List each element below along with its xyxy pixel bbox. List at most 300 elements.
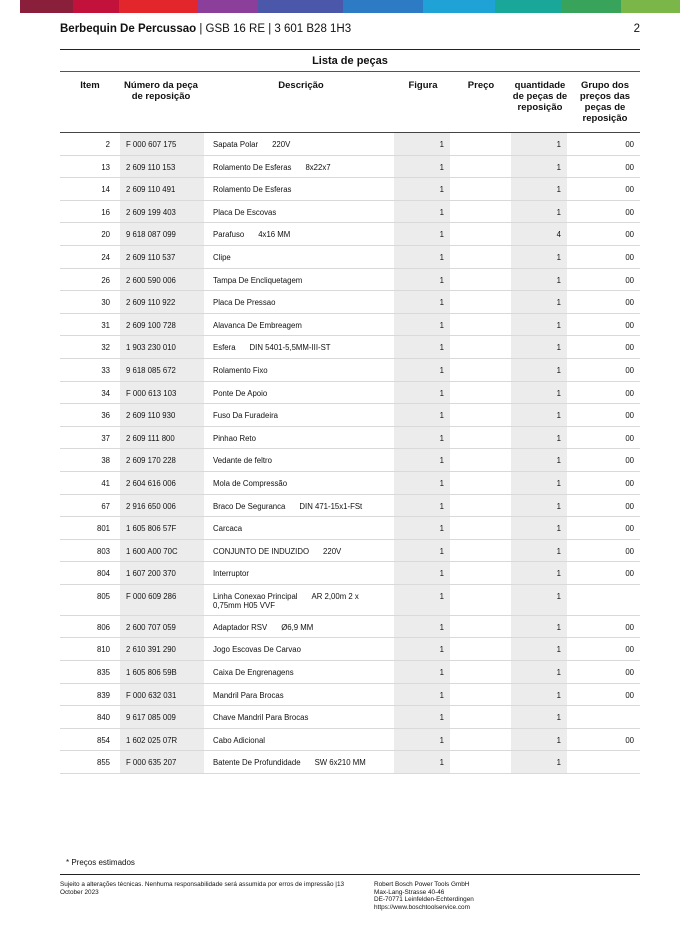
part-number: 2 600 590 006 <box>120 269 204 291</box>
price <box>453 382 508 404</box>
part-number: 1 600 A00 70C <box>120 540 204 562</box>
figure-number: 1 <box>394 201 450 223</box>
table-row <box>60 223 640 246</box>
part-description <box>207 427 395 449</box>
part-number: 2 609 110 922 <box>120 291 204 313</box>
title-separator: | <box>199 23 203 35</box>
company-name: Robert Bosch Power Tools GmbH <box>374 881 470 888</box>
quantity: 1 <box>511 540 567 562</box>
table-row <box>60 427 640 450</box>
company-city: DE-70771 Leinfelden-Echterdingen <box>374 896 474 904</box>
brand-color-bar <box>20 0 680 13</box>
model-name: GSB 16 RE <box>205 23 265 35</box>
price <box>453 449 508 471</box>
quantity: 1 <box>511 585 567 615</box>
parts-table-body <box>60 133 640 774</box>
quantity: 1 <box>511 661 567 683</box>
figure-number: 1 <box>394 562 450 584</box>
description-spec: DIN 471-15x1-FSt <box>299 501 363 511</box>
col-header-price-group: Grupo dos preços das peças de reposição <box>579 80 631 124</box>
col-header-quantity: quantidade de peças de reposição <box>512 80 568 113</box>
quantity: 1 <box>511 404 567 426</box>
item-number: 67 <box>101 501 110 511</box>
part-description <box>207 661 395 683</box>
quantity: 1 <box>511 291 567 313</box>
figure-number: 1 <box>394 382 450 404</box>
description-text: Interruptor <box>213 569 249 579</box>
price <box>453 495 508 517</box>
price-group: 00 <box>625 569 634 579</box>
description-text: Pinhao Reto <box>213 433 256 443</box>
part-number: 2 609 100 728 <box>120 314 204 336</box>
price-group: 00 <box>625 411 634 421</box>
table-row <box>60 178 640 201</box>
figure-number: 1 <box>394 291 450 313</box>
part-description <box>207 336 395 358</box>
part-description <box>207 223 395 245</box>
quantity: 1 <box>511 638 567 660</box>
quantity: 1 <box>511 133 567 155</box>
figure-number: 1 <box>394 616 450 638</box>
table-row <box>60 751 640 774</box>
description-text: Caixa De Engrenagens <box>213 668 294 678</box>
price-group: 00 <box>625 207 634 217</box>
item-number: 839 <box>96 690 110 700</box>
part-number: 2 609 110 153 <box>120 156 204 178</box>
price <box>453 336 508 358</box>
part-description <box>207 540 395 562</box>
figure-number: 1 <box>394 751 450 773</box>
part-description <box>207 359 395 381</box>
item-number: 20 <box>101 230 110 240</box>
price-group: 00 <box>625 140 634 149</box>
title-separator: | <box>268 23 272 35</box>
price-group: 00 <box>625 343 634 353</box>
item-number: 840 <box>96 713 110 723</box>
part-description <box>207 616 395 638</box>
title-divider <box>60 71 640 72</box>
price <box>453 638 508 660</box>
footer-disclaimer: Sujeito a alterações técnicas. Nenhuma responsabilidade será assumida por erros de impressão |13 October 2023 <box>60 881 345 896</box>
price <box>453 684 508 706</box>
figure-number: 1 <box>394 449 450 471</box>
price-group: 00 <box>625 690 634 700</box>
brand-color-segment <box>119 0 198 13</box>
description-spec: DIN 5401-5,5MM-III-ST <box>249 343 331 353</box>
description-text: Fuso Da Furadeira <box>213 411 279 421</box>
part-description <box>207 684 395 706</box>
price-group: 00 <box>625 388 634 398</box>
description-text: Rolamento De Esferas <box>213 185 292 195</box>
price-group: 00 <box>625 365 634 375</box>
price <box>453 616 508 638</box>
part-description <box>207 562 395 584</box>
price <box>453 201 508 223</box>
quantity: 1 <box>511 684 567 706</box>
part-description <box>207 291 395 313</box>
item-number: 34 <box>101 388 110 398</box>
table-row <box>60 661 640 684</box>
item-number: 803 <box>96 546 110 556</box>
figure-number: 1 <box>394 495 450 517</box>
quantity: 1 <box>511 729 567 751</box>
price-group <box>570 585 640 615</box>
price-group: 00 <box>625 524 634 534</box>
figure-number: 1 <box>394 178 450 200</box>
table-column-headers <box>60 80 640 130</box>
figure-number: 1 <box>394 684 450 706</box>
part-description <box>207 706 395 728</box>
quantity: 1 <box>511 706 567 728</box>
description-spec: 220V <box>272 140 291 149</box>
item-number: 31 <box>101 320 110 330</box>
figure-number: 1 <box>394 133 450 155</box>
description-text: Mandril Para Brocas <box>213 690 284 700</box>
price <box>453 427 508 449</box>
part-number: 2 609 111 800 <box>120 427 204 449</box>
price <box>453 661 508 683</box>
item-number: 32 <box>101 343 110 353</box>
part-number: 1 605 806 59B <box>120 661 204 683</box>
part-number: 9 618 085 672 <box>120 359 204 381</box>
part-number: 1 903 230 010 <box>120 336 204 358</box>
quantity: 1 <box>511 449 567 471</box>
quantity: 1 <box>511 562 567 584</box>
table-row <box>60 472 640 495</box>
quantity: 4 <box>511 223 567 245</box>
col-header-figure: Figura <box>408 80 438 91</box>
part-number: 2 609 199 403 <box>120 201 204 223</box>
item-number: 36 <box>101 411 110 421</box>
price <box>453 156 508 178</box>
table-row <box>60 359 640 382</box>
quantity: 1 <box>511 178 567 200</box>
description-text: Batente De Profundidade <box>213 758 301 768</box>
part-description <box>207 404 395 426</box>
description-spec-continued: 0,75mm H05 VVF <box>213 601 275 611</box>
product-name: Berbequin De Percussao <box>60 23 197 35</box>
company-street: Max-Lang-Strasse 40-46 <box>374 888 445 896</box>
price <box>453 540 508 562</box>
table-row <box>60 449 640 472</box>
price-group: 00 <box>625 185 634 195</box>
part-description <box>207 246 395 268</box>
description-text: Adaptador RSV <box>213 622 268 632</box>
quantity: 1 <box>511 472 567 494</box>
part-description <box>207 201 395 223</box>
col-header-item: Item <box>80 80 100 91</box>
item-number: 13 <box>101 162 110 172</box>
brand-color-segment <box>198 0 257 13</box>
part-number: 9 618 087 099 <box>120 223 204 245</box>
part-description <box>207 269 395 291</box>
table-row <box>60 291 640 314</box>
price-group <box>570 751 640 773</box>
description-spec: 8x22x7 <box>305 162 331 172</box>
figure-number: 1 <box>394 336 450 358</box>
part-number: 2 609 110 930 <box>120 404 204 426</box>
item-number: 805 <box>96 591 110 601</box>
price <box>453 314 508 336</box>
description-spec: Ø6,9 MM <box>281 622 314 632</box>
company-website[interactable]: https://www.boschtoolservice.com <box>374 903 470 911</box>
description-spec: AR 2,00m 2 x <box>311 591 359 601</box>
figure-number: 1 <box>394 661 450 683</box>
part-description <box>207 495 395 517</box>
item-number: 810 <box>96 645 110 655</box>
table-row <box>60 616 640 639</box>
item-number: 804 <box>96 569 110 579</box>
part-number: F 000 613 103 <box>120 382 204 404</box>
brand-color-segment <box>561 0 620 13</box>
figure-number: 1 <box>394 156 450 178</box>
part-description <box>207 729 395 751</box>
brand-color-segment <box>20 0 73 13</box>
table-row <box>60 404 640 427</box>
quantity: 1 <box>511 246 567 268</box>
price <box>453 291 508 313</box>
figure-number: 1 <box>394 223 450 245</box>
item-number: 14 <box>101 185 110 195</box>
item-number: 16 <box>101 207 110 217</box>
price-group: 00 <box>625 501 634 511</box>
table-row <box>60 495 640 518</box>
item-number: 24 <box>101 252 110 262</box>
quantity: 1 <box>511 336 567 358</box>
part-description <box>207 156 395 178</box>
quantity: 1 <box>511 156 567 178</box>
price-group: 00 <box>625 478 634 488</box>
col-header-price: Preço <box>467 80 495 91</box>
item-number: 801 <box>96 524 110 534</box>
price-group: 00 <box>625 433 634 443</box>
price-group <box>570 706 640 728</box>
part-number: 2 610 391 290 <box>120 638 204 660</box>
description-spec: 220V <box>323 546 342 556</box>
item-number: 26 <box>101 275 110 285</box>
part-description <box>207 638 395 660</box>
quantity: 1 <box>511 616 567 638</box>
brand-color-segment <box>73 0 119 13</box>
price-group: 00 <box>625 546 634 556</box>
section-title: Lista de peças <box>312 55 388 67</box>
part-number: 2 600 707 059 <box>120 616 204 638</box>
price-group: 00 <box>625 668 634 678</box>
part-number: 9 617 085 009 <box>120 706 204 728</box>
price <box>453 729 508 751</box>
price <box>453 269 508 291</box>
description-text: Vedante de feltro <box>213 456 272 466</box>
table-row <box>60 540 640 563</box>
figure-number: 1 <box>394 706 450 728</box>
price <box>453 562 508 584</box>
description-text: Cabo Adicional <box>213 735 266 745</box>
quantity: 1 <box>511 495 567 517</box>
price <box>453 517 508 539</box>
figure-number: 1 <box>394 404 450 426</box>
price <box>453 133 508 155</box>
figure-number: 1 <box>394 517 450 539</box>
part-description <box>207 314 395 336</box>
description-text: Tampa De Encliquetagem <box>213 275 303 285</box>
item-number: 37 <box>101 433 110 443</box>
table-row <box>60 706 640 729</box>
table-row <box>60 684 640 707</box>
figure-number: 1 <box>394 246 450 268</box>
part-number: 2 916 650 006 <box>120 495 204 517</box>
part-number: 2 609 110 537 <box>120 246 204 268</box>
table-row <box>60 336 640 359</box>
description-text: Carcaca <box>213 524 243 534</box>
item-number: 33 <box>101 365 110 375</box>
brand-color-segment <box>621 0 680 13</box>
price <box>453 223 508 245</box>
table-row <box>60 201 640 224</box>
figure-number: 1 <box>394 359 450 381</box>
figure-number: 1 <box>394 472 450 494</box>
part-description <box>207 133 395 155</box>
brand-color-segment <box>423 0 496 13</box>
item-number: 30 <box>101 298 110 308</box>
part-number: F 000 632 031 <box>120 684 204 706</box>
document-title <box>60 23 351 35</box>
quantity: 1 <box>511 382 567 404</box>
description-text: Rolamento De Esferas <box>213 162 292 172</box>
table-row <box>60 269 640 292</box>
table-row <box>60 133 640 156</box>
item-number: 2 <box>105 140 110 149</box>
col-header-description: Descrição <box>278 80 324 91</box>
figure-number: 1 <box>394 638 450 660</box>
quantity: 1 <box>511 517 567 539</box>
description-text: Mola de Compressão <box>213 478 288 488</box>
footer-address <box>374 881 634 911</box>
price-group: 00 <box>625 162 634 172</box>
price-group: 00 <box>625 622 634 632</box>
price <box>453 751 508 773</box>
price <box>453 585 508 615</box>
price-note: * Preços estimados <box>66 858 135 867</box>
description-text: Chave Mandril Para Brocas <box>213 713 309 723</box>
table-row <box>60 585 640 616</box>
item-number: 855 <box>96 758 110 768</box>
brand-color-segment <box>495 0 561 13</box>
price <box>453 706 508 728</box>
page-number: 2 <box>633 23 640 35</box>
table-row <box>60 729 640 752</box>
part-description <box>207 585 395 615</box>
price <box>453 178 508 200</box>
price-group: 00 <box>625 456 634 466</box>
price <box>453 404 508 426</box>
header-divider <box>60 49 640 50</box>
part-number: F 000 607 175 <box>120 133 204 155</box>
figure-number: 1 <box>394 540 450 562</box>
price-group: 00 <box>625 735 634 745</box>
table-row <box>60 517 640 540</box>
table-row <box>60 382 640 405</box>
part-number: 1 602 025 07R <box>120 729 204 751</box>
table-row <box>60 638 640 661</box>
quantity: 1 <box>511 751 567 773</box>
description-text: Clipe <box>213 252 231 262</box>
figure-number: 1 <box>394 314 450 336</box>
description-text: Ponte De Apoio <box>213 388 268 398</box>
part-number: 2 604 616 006 <box>120 472 204 494</box>
figure-number: 1 <box>394 427 450 449</box>
price-group: 00 <box>625 298 634 308</box>
description-text: Sapata Polar <box>213 140 259 149</box>
quantity: 1 <box>511 314 567 336</box>
part-description <box>207 472 395 494</box>
description-text: Esfera <box>213 343 236 353</box>
part-number: 2 609 110 491 <box>120 178 204 200</box>
price-group: 00 <box>625 275 634 285</box>
price-group: 00 <box>625 230 634 240</box>
description-text: Placa De Pressao <box>213 298 276 308</box>
description-text: Parafuso <box>213 230 245 240</box>
footer-divider <box>60 874 640 875</box>
item-number: 835 <box>96 668 110 678</box>
figure-number: 1 <box>394 269 450 291</box>
part-number: 1 607 200 370 <box>120 562 204 584</box>
figure-number: 1 <box>394 585 450 615</box>
part-number: 2 609 170 228 <box>120 449 204 471</box>
description-text: Jogo Escovas De Carvao <box>213 645 301 655</box>
part-description <box>207 449 395 471</box>
part-description <box>207 178 395 200</box>
description-text: Linha Conexao Principal <box>213 591 298 601</box>
description-text: Braco De Seguranca <box>213 501 286 511</box>
table-row <box>60 314 640 337</box>
table-row <box>60 562 640 585</box>
table-row <box>60 246 640 269</box>
col-header-part-number: Número da peça de reposição <box>124 80 198 102</box>
price-group: 00 <box>625 252 634 262</box>
price-group: 00 <box>625 645 634 655</box>
part-description <box>207 382 395 404</box>
brand-color-segment <box>343 0 422 13</box>
quantity: 1 <box>511 359 567 381</box>
description-text: Placa De Escovas <box>213 207 277 217</box>
item-number: 38 <box>101 456 110 466</box>
brand-color-segment <box>258 0 344 13</box>
part-description <box>207 517 395 539</box>
description-spec: 4x16 MM <box>258 230 291 240</box>
description-text: CONJUNTO DE INDUZIDO <box>213 546 310 556</box>
part-number: F 000 635 207 <box>120 751 204 773</box>
price <box>453 359 508 381</box>
item-number: 41 <box>101 478 110 488</box>
part-description <box>207 751 395 773</box>
item-number: 854 <box>96 735 110 745</box>
price <box>453 246 508 268</box>
description-text: Rolamento Fixo <box>213 365 268 375</box>
figure-number: 1 <box>394 729 450 751</box>
price-group: 00 <box>625 320 634 330</box>
tool-part-number: 3 601 B28 1H3 <box>274 23 352 35</box>
description-spec: SW 6x210 MM <box>314 758 366 768</box>
part-number: F 000 609 286 <box>120 585 204 615</box>
item-number: 806 <box>96 622 110 632</box>
table-row <box>60 156 640 179</box>
document-header <box>60 23 640 41</box>
price <box>453 472 508 494</box>
quantity: 1 <box>511 201 567 223</box>
part-number: 1 605 806 57F <box>120 517 204 539</box>
quantity: 1 <box>511 427 567 449</box>
quantity: 1 <box>511 269 567 291</box>
